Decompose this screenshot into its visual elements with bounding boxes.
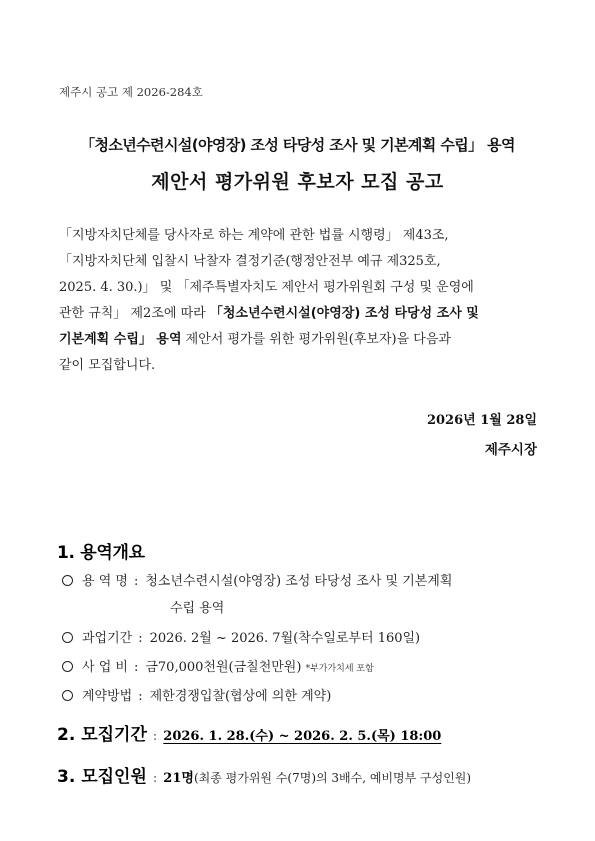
- issuer-name: 제주시장: [484, 442, 537, 458]
- notice-number: 제주시 공고 제 2026-284호: [59, 85, 203, 99]
- project-name-emphasis: 기본계획 수립」 용역: [59, 332, 182, 347]
- section-heading: 1. 용역개요: [57, 543, 145, 563]
- list-item: [62, 685, 331, 704]
- item-value: 청소년수련시설(야영장) 조성 타당성 조사 및 기본계획: [145, 574, 453, 589]
- colon-separator: :: [133, 660, 139, 675]
- item-label: 과업기간: [82, 631, 133, 646]
- item-label: 용 역 명: [82, 574, 128, 589]
- circle-bullet-icon: [62, 632, 73, 643]
- notice-date: 2026년 1월 28일: [426, 413, 537, 428]
- colon-separator: :: [152, 729, 158, 744]
- vat-note: *부가가치세 포함: [305, 664, 374, 674]
- project-name-emphasis: 「청소년수련시설(야영장) 조성 타당성 조사 및: [209, 306, 479, 321]
- list-item: [62, 656, 374, 675]
- period-value: 2026. 1. 28.(수) ~ 2026. 2. 5.(목) 18:00: [163, 729, 442, 744]
- circle-bullet-icon: [62, 661, 73, 672]
- list-item: [62, 570, 452, 589]
- intro-line: 「지방자치단체 입찰시 낙찰자 결정기준(행정안전부 예규 제325호,: [59, 254, 441, 269]
- recruitment-period: [57, 720, 441, 745]
- circle-bullet-icon: [62, 575, 73, 586]
- item-value: 제한경쟁입찰(협상에 의한 계약): [149, 689, 332, 704]
- section-heading: 3. 모집인원: [57, 767, 147, 787]
- item-label: 사 업 비: [82, 660, 128, 675]
- intro-line: [59, 302, 479, 321]
- colon-separator: :: [152, 771, 158, 786]
- notice-title-line2: 제안서 평가위원 후보자 모집 공고: [151, 171, 444, 193]
- item-value: 금70,000천원(금칠천만원): [145, 660, 302, 675]
- intro-line: 「지방자치단체를 당사자로 하는 계약에 관한 법률 시행령」 제43조,: [59, 228, 449, 243]
- item-value-continued: 수립 용역: [170, 601, 225, 616]
- circle-bullet-icon: [62, 690, 73, 701]
- colon-separator: :: [138, 689, 143, 704]
- recruitment-count: [57, 762, 471, 787]
- list-item: [62, 627, 420, 646]
- notice-title-line1: 「청소년수련시설(야영장) 조성 타당성 조사 및 기본계획 수립」 용역: [80, 136, 515, 154]
- intro-line: [59, 328, 451, 347]
- intro-text: 관한 규칙」 제2조에 따라: [59, 306, 210, 321]
- count-value: 21명: [163, 771, 194, 786]
- item-label: 계약방법: [82, 689, 133, 704]
- count-detail: (최종 평가위원 수(7명)의 3배수, 예비명부 구성인원): [193, 771, 472, 785]
- colon-separator: :: [138, 631, 143, 646]
- item-value: 2026. 2월 ~ 2026. 7월(착수일로부터 160일): [149, 631, 421, 646]
- section-heading: 2. 모집기간: [57, 725, 147, 745]
- intro-line: 2025. 4. 30.)」 및 「제주특별자치도 제안서 평가위원회 구성 및 운영에: [59, 280, 474, 295]
- intro-line: 같이 모집합니다.: [59, 358, 156, 373]
- colon-separator: :: [133, 574, 139, 589]
- intro-text: 제안서 평가를 위한 평가위원(후보자)을 다음과: [181, 332, 451, 347]
